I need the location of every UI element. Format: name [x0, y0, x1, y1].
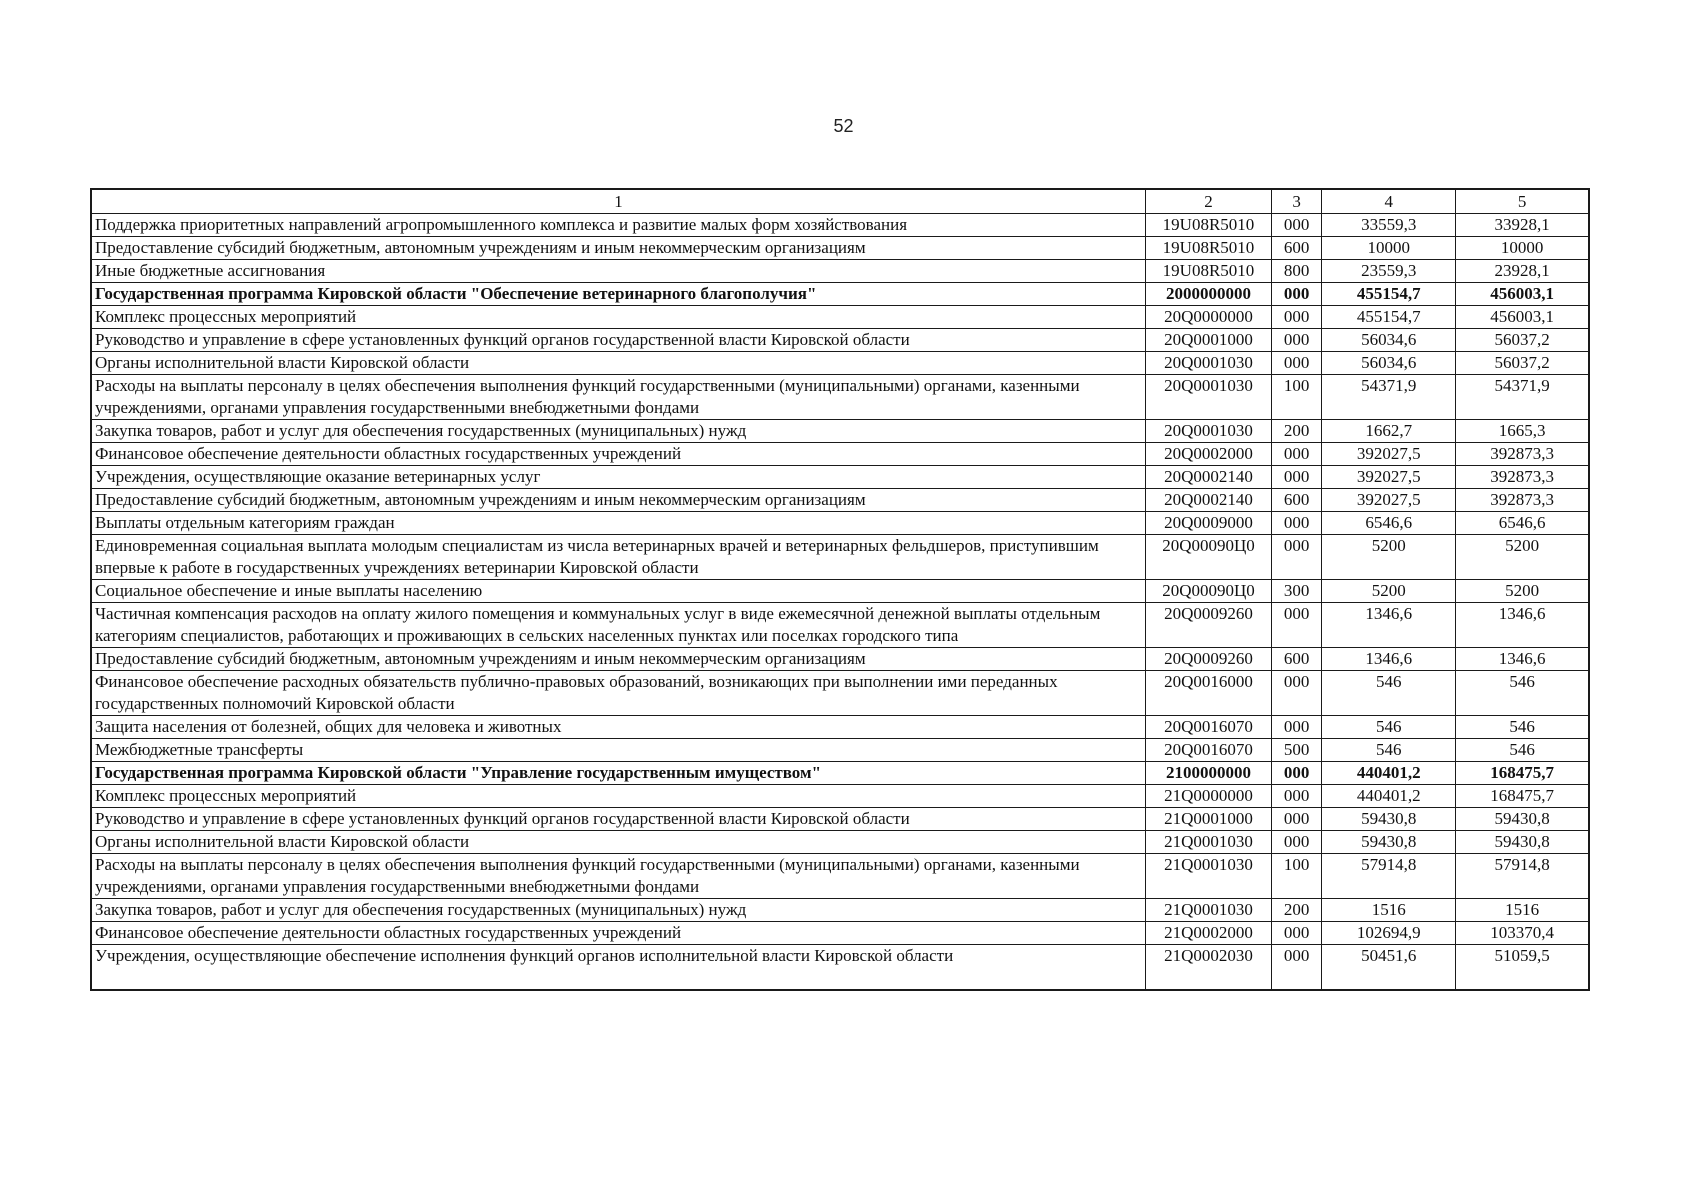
row-code-cell: 20Q0002140 [1145, 489, 1271, 512]
row-type-cell: 000 [1272, 512, 1322, 535]
row-name-cell: Единовременная социальная выплата молодым специалистам из числа ветеринарных врачей и ветеринарных фельдшеров, приступившим впервые к работе в государственных учреждениях ветеринарии Кировской области [91, 535, 1145, 580]
row-type-cell: 000 [1272, 762, 1322, 785]
row-name-cell: Предоставление субсидий бюджетным, автономным учреждениям и иным некоммерческим организациям [91, 648, 1145, 671]
row-type-cell: 000 [1272, 306, 1322, 329]
row-name-cell: Органы исполнительной власти Кировской области [91, 352, 1145, 375]
row-type-cell: 000 [1272, 443, 1322, 466]
table-row [91, 420, 1589, 443]
row-value-col4-cell: 23559,3 [1322, 260, 1456, 283]
table-row [91, 329, 1589, 352]
row-value-col5-cell: 1665,3 [1456, 420, 1589, 443]
row-name-cell: Расходы на выплаты персоналу в целях обеспечения выполнения функций государственными (муниципальными) органами, казенными учреждениями, органами управления государственными внебюджетными фондами [91, 375, 1145, 420]
row-value-col4-cell: 10000 [1322, 237, 1456, 260]
row-value-col4-cell: 546 [1322, 739, 1456, 762]
row-value-col5-cell: 392873,3 [1456, 466, 1589, 489]
row-value-col5-cell: 1346,6 [1456, 648, 1589, 671]
row-value-col5-cell: 33928,1 [1456, 214, 1589, 237]
row-value-col5-cell: 168475,7 [1456, 785, 1589, 808]
row-type-cell: 000 [1272, 922, 1322, 945]
row-name-cell: Руководство и управление в сфере установленных функций органов государственной власти Кировской области [91, 808, 1145, 831]
row-type-cell: 300 [1272, 580, 1322, 603]
table-row [91, 535, 1589, 580]
table-row [91, 306, 1589, 329]
table-row [91, 854, 1589, 899]
row-value-col4-cell: 33559,3 [1322, 214, 1456, 237]
table-row [91, 739, 1589, 762]
row-value-col5-cell: 5200 [1456, 580, 1589, 603]
row-type-cell: 800 [1272, 260, 1322, 283]
row-type-cell: 000 [1272, 535, 1322, 580]
row-code-cell: 20Q0000000 [1145, 306, 1271, 329]
row-code-cell: 21Q0001030 [1145, 831, 1271, 854]
row-type-cell: 600 [1272, 237, 1322, 260]
row-type-cell: 000 [1272, 831, 1322, 854]
row-value-col5-cell: 456003,1 [1456, 306, 1589, 329]
table-row [91, 260, 1589, 283]
row-value-col4-cell: 455154,7 [1322, 283, 1456, 306]
row-value-col4-cell: 102694,9 [1322, 922, 1456, 945]
column-header: 1 [91, 189, 1145, 214]
table-row [91, 785, 1589, 808]
row-value-col5-cell: 51059,5 [1456, 945, 1589, 991]
row-type-cell: 500 [1272, 739, 1322, 762]
row-name-cell: Органы исполнительной власти Кировской области [91, 831, 1145, 854]
row-value-col5-cell: 546 [1456, 671, 1589, 716]
table-row [91, 466, 1589, 489]
row-type-cell: 000 [1272, 603, 1322, 648]
page-number: 52 [833, 116, 854, 136]
row-name-cell: Финансовое обеспечение деятельности областных государственных учреждений [91, 443, 1145, 466]
row-value-col4-cell: 546 [1322, 716, 1456, 739]
row-code-cell: 20Q0002000 [1145, 443, 1271, 466]
row-code-cell: 20Q0001000 [1145, 329, 1271, 352]
row-value-col5-cell: 54371,9 [1456, 375, 1589, 420]
row-name-cell: Учреждения, осуществляющие обеспечение исполнения функций органов исполнительной власти Кировской области [91, 945, 1145, 991]
row-name-cell: Предоставление субсидий бюджетным, автономным учреждениям и иным некоммерческим организациям [91, 237, 1145, 260]
row-name-cell: Комплекс процессных мероприятий [91, 306, 1145, 329]
row-value-col5-cell: 5200 [1456, 535, 1589, 580]
row-name-cell: Поддержка приоритетных направлений агропромышленного комплекса и развитие малых форм хозяйствования [91, 214, 1145, 237]
table-row [91, 237, 1589, 260]
table-row [91, 443, 1589, 466]
row-value-col4-cell: 59430,8 [1322, 808, 1456, 831]
row-code-cell: 21Q0002000 [1145, 922, 1271, 945]
row-name-cell: Иные бюджетные ассигнования [91, 260, 1145, 283]
row-value-col4-cell: 455154,7 [1322, 306, 1456, 329]
column-header: 4 [1322, 189, 1456, 214]
row-type-cell: 000 [1272, 466, 1322, 489]
table-row [91, 283, 1589, 306]
row-code-cell: 20Q0001030 [1145, 420, 1271, 443]
row-value-col4-cell: 50451,6 [1322, 945, 1456, 991]
row-code-cell: 19U08R5010 [1145, 237, 1271, 260]
row-name-cell: Закупка товаров, работ и услуг для обеспечения государственных (муниципальных) нужд [91, 420, 1145, 443]
table-row [91, 603, 1589, 648]
row-code-cell: 21Q0001030 [1145, 854, 1271, 899]
row-value-col4-cell: 392027,5 [1322, 489, 1456, 512]
table-row [91, 512, 1589, 535]
row-value-col5-cell: 392873,3 [1456, 489, 1589, 512]
row-value-col5-cell: 1346,6 [1456, 603, 1589, 648]
row-type-cell: 000 [1272, 214, 1322, 237]
row-name-cell: Защита населения от болезней, общих для человека и животных [91, 716, 1145, 739]
row-code-cell: 20Q0001030 [1145, 352, 1271, 375]
row-value-col5-cell: 6546,6 [1456, 512, 1589, 535]
row-name-cell: Учреждения, осуществляющие оказание ветеринарных услуг [91, 466, 1145, 489]
row-type-cell: 600 [1272, 489, 1322, 512]
row-value-col4-cell: 1346,6 [1322, 648, 1456, 671]
row-name-cell: Финансовое обеспечение расходных обязательств публично-правовых образований, возникающих при выполнении ими переданных государственных полномочий Кировской области [91, 671, 1145, 716]
row-value-col5-cell: 56037,2 [1456, 352, 1589, 375]
row-value-col5-cell: 56037,2 [1456, 329, 1589, 352]
row-code-cell: 20Q0009260 [1145, 603, 1271, 648]
row-type-cell: 100 [1272, 375, 1322, 420]
row-code-cell: 20Q00090Ц0 [1145, 580, 1271, 603]
row-value-col4-cell: 392027,5 [1322, 443, 1456, 466]
row-value-col4-cell: 440401,2 [1322, 785, 1456, 808]
row-name-cell: Частичная компенсация расходов на оплату жилого помещения и коммунальных услуг в виде ежемесячной денежной выплаты отдельным категориям специалистов, работающих и проживающих в сельских населенных пунктах или поселках городского типа [91, 603, 1145, 648]
row-code-cell: 20Q0001030 [1145, 375, 1271, 420]
budget-table [90, 188, 1590, 991]
row-value-col5-cell: 392873,3 [1456, 443, 1589, 466]
row-code-cell: 20Q0016070 [1145, 739, 1271, 762]
row-code-cell: 20Q0016070 [1145, 716, 1271, 739]
row-code-cell: 20Q0002140 [1145, 466, 1271, 489]
row-value-col4-cell: 57914,8 [1322, 854, 1456, 899]
row-value-col4-cell: 546 [1322, 671, 1456, 716]
row-value-col5-cell: 59430,8 [1456, 831, 1589, 854]
row-type-cell: 600 [1272, 648, 1322, 671]
table-row [91, 671, 1589, 716]
row-code-cell: 20Q0009260 [1145, 648, 1271, 671]
table-row [91, 762, 1589, 785]
row-value-col4-cell: 5200 [1322, 535, 1456, 580]
row-value-col4-cell: 54371,9 [1322, 375, 1456, 420]
table-row [91, 716, 1589, 739]
row-value-col4-cell: 5200 [1322, 580, 1456, 603]
table-header-row [91, 189, 1589, 214]
row-value-col5-cell: 57914,8 [1456, 854, 1589, 899]
row-value-col4-cell: 1662,7 [1322, 420, 1456, 443]
table-row [91, 922, 1589, 945]
row-value-col5-cell: 23928,1 [1456, 260, 1589, 283]
row-code-cell: 21Q0001000 [1145, 808, 1271, 831]
row-code-cell: 20Q0016000 [1145, 671, 1271, 716]
row-value-col4-cell: 1516 [1322, 899, 1456, 922]
row-value-col5-cell: 59430,8 [1456, 808, 1589, 831]
row-name-cell: Социальное обеспечение и иные выплаты населению [91, 580, 1145, 603]
column-header: 3 [1272, 189, 1322, 214]
row-value-col5-cell: 456003,1 [1456, 283, 1589, 306]
row-value-col4-cell: 59430,8 [1322, 831, 1456, 854]
row-type-cell: 100 [1272, 854, 1322, 899]
row-type-cell: 000 [1272, 808, 1322, 831]
row-code-cell: 20Q0009000 [1145, 512, 1271, 535]
table-row [91, 648, 1589, 671]
row-name-cell: Комплекс процессных мероприятий [91, 785, 1145, 808]
row-value-col5-cell: 1516 [1456, 899, 1589, 922]
row-type-cell: 000 [1272, 329, 1322, 352]
row-type-cell: 000 [1272, 716, 1322, 739]
row-value-col4-cell: 1346,6 [1322, 603, 1456, 648]
row-code-cell: 21Q0000000 [1145, 785, 1271, 808]
column-header: 5 [1456, 189, 1589, 214]
row-code-cell: 21Q0001030 [1145, 899, 1271, 922]
row-value-col4-cell: 392027,5 [1322, 466, 1456, 489]
row-type-cell: 200 [1272, 420, 1322, 443]
row-code-cell: 21Q0002030 [1145, 945, 1271, 991]
table-row [91, 489, 1589, 512]
table-row [91, 375, 1589, 420]
row-code-cell: 2000000000 [1145, 283, 1271, 306]
row-code-cell: 2100000000 [1145, 762, 1271, 785]
row-type-cell: 200 [1272, 899, 1322, 922]
row-name-cell: Выплаты отдельным категориям граждан [91, 512, 1145, 535]
row-name-cell: Руководство и управление в сфере установленных функций органов государственной власти Кировской области [91, 329, 1145, 352]
row-code-cell: 19U08R5010 [1145, 260, 1271, 283]
row-value-col5-cell: 546 [1456, 739, 1589, 762]
row-value-col4-cell: 440401,2 [1322, 762, 1456, 785]
row-name-cell: Закупка товаров, работ и услуг для обеспечения государственных (муниципальных) нужд [91, 899, 1145, 922]
row-value-col5-cell: 168475,7 [1456, 762, 1589, 785]
row-name-cell: Предоставление субсидий бюджетным, автономным учреждениям и иным некоммерческим организациям [91, 489, 1145, 512]
row-type-cell: 000 [1272, 785, 1322, 808]
row-name-cell: Расходы на выплаты персоналу в целях обеспечения выполнения функций государственными (муниципальными) органами, казенными учреждениями, органами управления государственными внебюджетными фондами [91, 854, 1145, 899]
row-name-cell: Государственная программа Кировской области "Управление государственным имуществом" [91, 762, 1145, 785]
row-code-cell: 19U08R5010 [1145, 214, 1271, 237]
row-value-col4-cell: 6546,6 [1322, 512, 1456, 535]
column-header: 2 [1145, 189, 1271, 214]
row-name-cell: Государственная программа Кировской области "Обеспечение ветеринарного благополучия" [91, 283, 1145, 306]
row-value-col4-cell: 56034,6 [1322, 352, 1456, 375]
row-name-cell: Межбюджетные трансферты [91, 739, 1145, 762]
table-row [91, 831, 1589, 854]
row-value-col5-cell: 10000 [1456, 237, 1589, 260]
row-value-col4-cell: 56034,6 [1322, 329, 1456, 352]
table-row [91, 352, 1589, 375]
table-row [91, 580, 1589, 603]
row-code-cell: 20Q00090Ц0 [1145, 535, 1271, 580]
table-row [91, 945, 1589, 991]
row-name-cell: Финансовое обеспечение деятельности областных государственных учреждений [91, 922, 1145, 945]
row-type-cell: 000 [1272, 283, 1322, 306]
row-value-col5-cell: 546 [1456, 716, 1589, 739]
table-row [91, 214, 1589, 237]
row-type-cell: 000 [1272, 945, 1322, 991]
row-value-col5-cell: 103370,4 [1456, 922, 1589, 945]
table-row [91, 899, 1589, 922]
table-row [91, 808, 1589, 831]
row-type-cell: 000 [1272, 671, 1322, 716]
row-type-cell: 000 [1272, 352, 1322, 375]
